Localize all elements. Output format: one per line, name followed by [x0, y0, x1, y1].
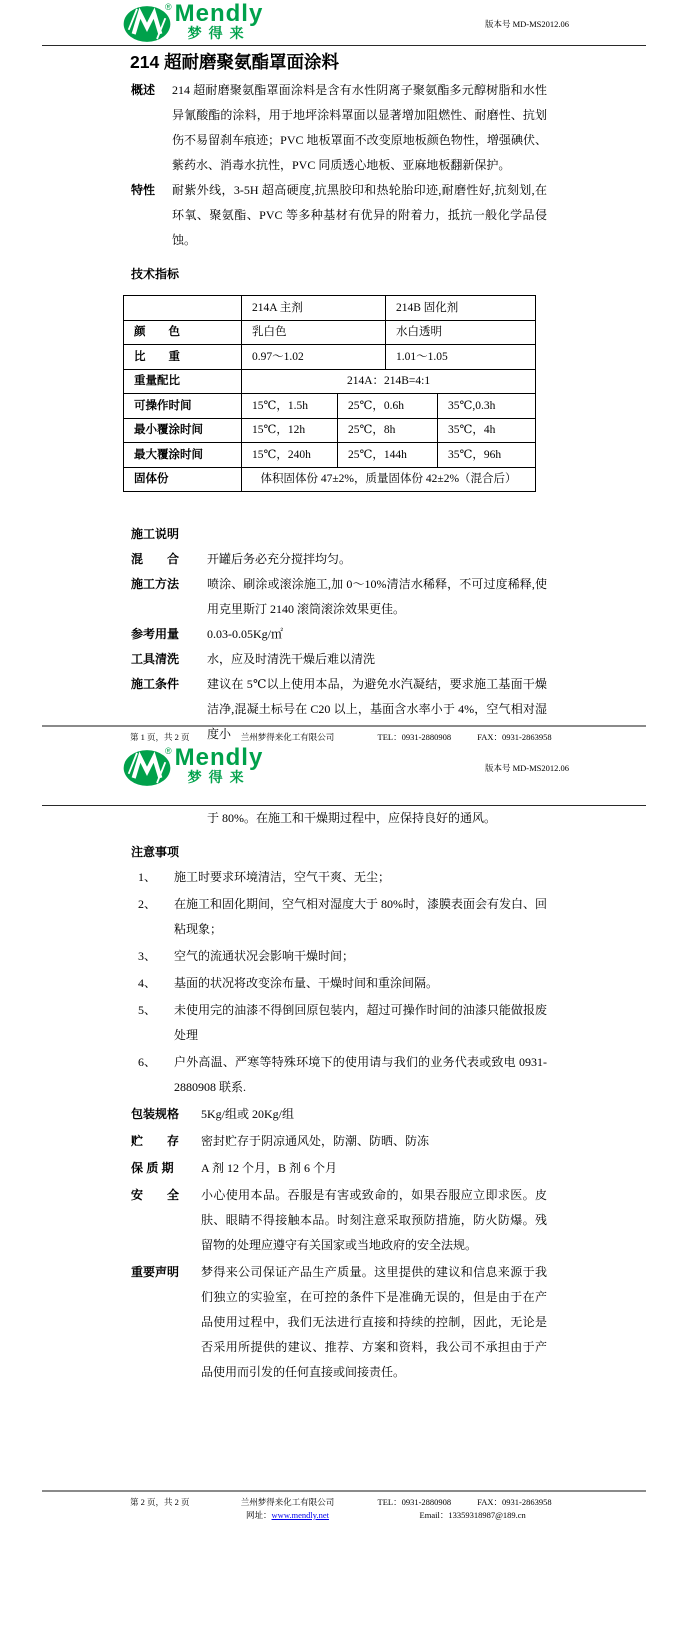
- note-text: 施工时要求环境清洁，空气干爽、无尘；: [174, 870, 391, 884]
- table-cell: 214A：214B=4:1: [242, 369, 536, 394]
- table-cell: 水白透明: [386, 320, 536, 345]
- table-cell: 25℃，0.6h: [338, 394, 438, 419]
- table-cell: 214B 固化剂: [386, 296, 536, 321]
- table-cell: 重量配比: [124, 369, 242, 394]
- spec-item: [131, 1183, 547, 1258]
- note-number: 1、: [138, 870, 157, 884]
- table-row: [124, 369, 536, 394]
- version-label: 版本号 MD-MS2012.06: [484, 763, 569, 773]
- brand-text: [174, 744, 264, 786]
- item-text: A 剂 12 个月，B 剂 6 个月: [201, 1161, 338, 1175]
- table-cell: 35℃,0.3h: [438, 394, 536, 419]
- page-number: 第 1 页，共 2 页: [130, 732, 190, 742]
- note-number: 4、: [138, 976, 157, 990]
- note-item: [131, 892, 547, 942]
- item-text: 小心使用本品。吞服是有害或致命的，如果吞服应立即求医。皮肤、眼睛不得接触本品。时刻注意采取预防措施，防火防爆。残留物的处理应遵守有关国家或当地政府的安全法规。: [201, 1188, 547, 1252]
- tel-label: TEL：0931-2880908: [377, 1497, 452, 1507]
- note-text: 户外高温、严寒等特殊环境下的使用请与我们的业务代表或致电 0931-2880908 联系.: [174, 1055, 547, 1094]
- page-2: [0, 742, 687, 1638]
- item-label: 贮 存: [131, 1134, 180, 1148]
- overview-section: [131, 78, 547, 178]
- note-text: 未使用完的油漆不得倒回原包装内，超过可操作时间的油漆只能做报废处理: [174, 1003, 547, 1042]
- page-2-content: [131, 806, 547, 1385]
- construction-item: [131, 647, 547, 672]
- table-cell: 最大覆涂时间: [124, 443, 242, 468]
- brand-text: [174, 0, 264, 42]
- page-1-content: [131, 78, 547, 742]
- brand-name-cn: 梦得来: [187, 769, 251, 785]
- table-row: [124, 320, 536, 345]
- table-cell: 25℃，8h: [338, 418, 438, 443]
- item-text: 密封贮存于阴凉通风处，防潮、防晒、防冻: [201, 1134, 430, 1148]
- note-number: 3、: [138, 949, 157, 963]
- table-cell: 最小覆涂时间: [124, 418, 242, 443]
- table-cell: 比 重: [124, 345, 242, 370]
- brand-name: Mendly: [174, 744, 264, 771]
- table-cell: 颜 色: [124, 320, 242, 345]
- item-label: 包装规格: [131, 1107, 180, 1121]
- table-cell: 可操作时间: [124, 394, 242, 419]
- fax-label: FAX：0931-2863958: [477, 732, 552, 742]
- email-label: Email：13359318987@189.cn: [419, 1510, 526, 1520]
- note-text: 基面的状况将改变涂布量、干燥时间和重涂间隔。: [174, 976, 439, 990]
- fax-label: FAX：0931-2863958: [477, 1497, 552, 1507]
- tech-specs-title: 技术指标: [131, 267, 180, 281]
- table-row: [124, 467, 536, 492]
- company-name: 兰州梦得来化工有限公司: [240, 1497, 335, 1507]
- notes-title: 注意事项: [131, 845, 180, 859]
- spec-item: [131, 1129, 547, 1154]
- table-cell: 体积固体份 47±2%，质量固体份 42±2%（混合后）: [242, 467, 536, 492]
- footer-company-block: [212, 1496, 364, 1522]
- note-item: [131, 944, 547, 969]
- section-label: 特性: [131, 183, 156, 197]
- brand-name-cn: 梦得来: [187, 25, 251, 41]
- table-cell: 15℃，1.5h: [242, 394, 338, 419]
- version-label: 版本号 MD-MS2012.06: [484, 19, 569, 29]
- item-text: 0.03-0.05Kg/㎡: [207, 627, 283, 641]
- registered-mark: ®: [165, 2, 172, 12]
- tel-label: TEL：0931-2880908: [377, 732, 452, 742]
- page-1-header: [0, 0, 687, 45]
- table-row: [124, 296, 536, 321]
- spec-item: [131, 1102, 547, 1127]
- page-1-footer: [42, 725, 646, 742]
- features-section: [131, 178, 547, 253]
- table-cell: 35℃，96h: [438, 443, 536, 468]
- construction-item: [131, 547, 547, 572]
- note-item: [131, 998, 547, 1048]
- item-label: 安 全: [131, 1188, 180, 1202]
- construction-item: [131, 572, 547, 622]
- table-cell: [124, 296, 242, 321]
- mendly-logo: [122, 744, 264, 789]
- table-row: [124, 418, 536, 443]
- section-label: 概述: [131, 83, 156, 97]
- note-text: 空气的流通状况会影响干燥时间；: [174, 949, 355, 963]
- continuation-text: 于 80%。在施工和干燥期过程中，应保持良好的通风。: [207, 811, 496, 825]
- item-label: 混 合: [131, 552, 180, 566]
- item-text: 5Kg/组或 20Kg/组: [201, 1107, 295, 1121]
- note-item: [131, 971, 547, 996]
- table-cell: 固体份: [124, 467, 242, 492]
- item-text: 建议在 5℃以上使用本品，为避免水汽凝结，要求施工基面干燥洁净,混凝土标号在 C20 以上，基面含水率小于 4%，空气相对湿度小: [207, 677, 547, 741]
- table-cell: 乳白色: [242, 320, 386, 345]
- table-cell: 25℃，144h: [338, 443, 438, 468]
- note-number: 6、: [138, 1055, 157, 1069]
- registered-mark: ®: [165, 746, 172, 756]
- website-link[interactable]: www.mendly.net: [271, 1510, 329, 1520]
- note-item: [131, 865, 547, 890]
- mendly-logo: [122, 0, 264, 45]
- table-cell: 0.97～1.02: [242, 345, 386, 370]
- footer-contact-block: [378, 731, 552, 742]
- table-cell: 15℃，240h: [242, 443, 338, 468]
- construction-section: [131, 522, 547, 742]
- table-row: [124, 394, 536, 419]
- note-text: 在施工和固化期间，空气相对湿度大于 80%时，漆膜表面会有发白、回粘现象；: [174, 897, 547, 936]
- table-row: [124, 443, 536, 468]
- note-number: 2、: [138, 897, 157, 911]
- section-text: 214 超耐磨聚氨酯罩面涂料是含有水性阴离子聚氨酯多元醇树脂和水性异氰酸酯的涂料，用于地坪涂料罩面以显著增加阻燃性、耐磨性、抗划伤不易留刹车痕迹；PVC 地板罩面不改变原地板颜色物性，增强碘伏、紫药水、消毒水抗性，PVC 同质透心地板、亚麻地板翻新保护。: [172, 83, 547, 172]
- item-label: 施工条件: [131, 677, 180, 691]
- website-label: 网址：: [246, 1510, 272, 1520]
- page-2-footer: [42, 1490, 646, 1522]
- table-cell: 214A 主剂: [242, 296, 386, 321]
- brand-name: Mendly: [174, 0, 264, 27]
- construction-title: 施工说明: [131, 527, 180, 541]
- table-cell: 35℃，4h: [438, 418, 536, 443]
- page-2-header: [0, 742, 687, 789]
- item-text: 喷涂、刷涂或滚涂施工,加 0～10%清洁水稀释，不可过度稀释,使用克里斯汀 2140 滚筒滚涂效果更佳。: [207, 577, 547, 616]
- construction-item: [131, 622, 547, 647]
- spec-item: [131, 1260, 547, 1385]
- footer-company-block: [212, 731, 364, 742]
- item-label: 参考用量: [131, 627, 180, 641]
- page-1: [0, 0, 687, 742]
- section-text: 耐紫外线，3-5H 超高硬度,抗黑胶印和热轮胎印迹,耐磨性好,抗刻划,在环氧、聚氨酯、PVC 等多种基材有优异的附着力，抵抗一般化学品侵蚀。: [172, 183, 547, 247]
- company-name: 兰州梦得来化工有限公司: [240, 732, 335, 742]
- page-number: 第 2 页，共 2 页: [130, 1497, 190, 1507]
- item-label: 重要声明: [131, 1265, 180, 1279]
- item-label: 工具清洗: [131, 652, 180, 666]
- tech-specs-table: [123, 295, 536, 492]
- note-item: [131, 1050, 547, 1100]
- page-title: 214 超耐磨聚氨酯罩面涂料: [130, 52, 340, 72]
- item-label: 施工方法: [131, 577, 180, 591]
- note-number: 5、: [138, 1003, 157, 1017]
- item-text: 开罐后务必充分搅拌均匀。: [207, 552, 352, 566]
- spec-item: [131, 1156, 547, 1181]
- table-cell: 15℃，12h: [242, 418, 338, 443]
- item-label: 保 质 期: [131, 1161, 174, 1175]
- table-cell: 1.01～1.05: [386, 345, 536, 370]
- footer-contact-block: [378, 1496, 552, 1522]
- header-rule: [42, 45, 646, 46]
- table-row: [124, 345, 536, 370]
- item-text: 梦得来公司保证产品生产质量。这里提供的建议和信息来源于我们独立的实验室，在可控的条件下是准确无误的，但是由于在产品使用过程中，我们无法进行直接和持续的控制，因此，无论是否采用所提供的建议、推荐、方案和资料，我公司不承担由于产品使用而引发的任何直接或间接责任。: [201, 1265, 547, 1379]
- item-text: 水，应及时清洗干燥后难以清洗: [207, 652, 376, 666]
